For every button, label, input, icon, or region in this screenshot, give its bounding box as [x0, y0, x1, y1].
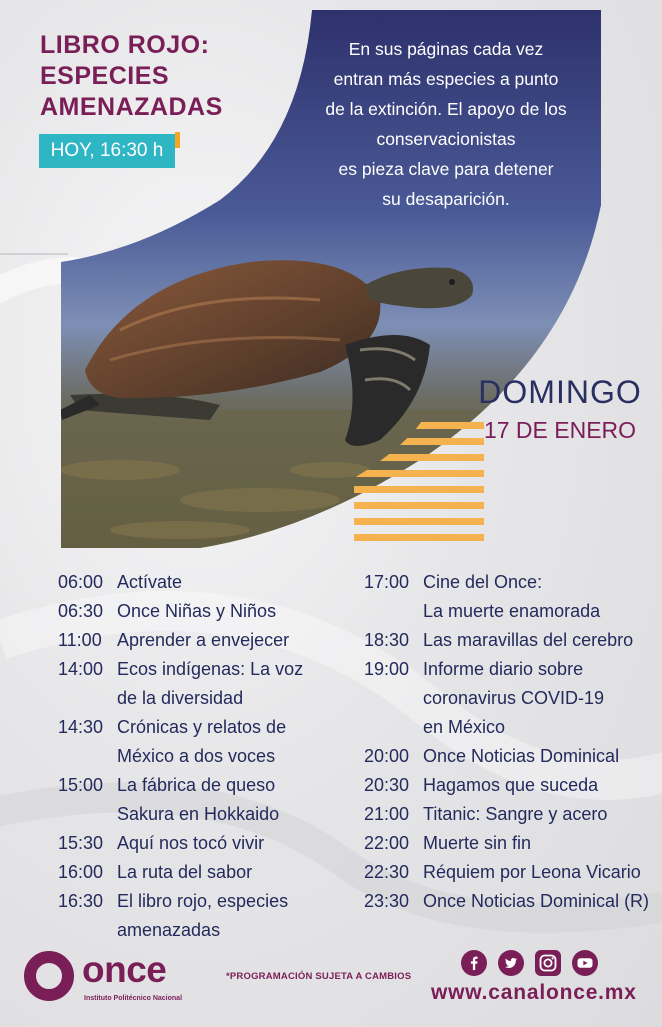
program-name-line: Cine del Once: [423, 572, 543, 592]
program-name-line: Ecos indígenas: La voz [117, 659, 304, 679]
schedule-program [423, 626, 654, 655]
schedule-row [364, 742, 654, 771]
weekday: DOMINGO [478, 374, 642, 410]
program-name-line: Titanic: Sangre y acero [423, 804, 608, 824]
schedule-program [117, 771, 348, 829]
program-title [40, 30, 223, 123]
schedule-program [117, 655, 348, 713]
schedule-time: 16:30 [58, 891, 104, 911]
description-line: su desaparición. [382, 189, 510, 209]
program-name-line: Muerte sin fin [423, 833, 532, 853]
schedule-time: 11:00 [58, 630, 102, 650]
schedule-program [423, 829, 654, 858]
program-name-line: Réquiem por Leona Vicario [423, 862, 641, 882]
schedule-disclaimer: *PROGRAMACIÓN SUJETA A CAMBIOS [226, 971, 412, 982]
schedule-time: 23:30 [364, 891, 410, 911]
program-title-line: ESPECIES [40, 62, 170, 90]
schedule-row [364, 626, 654, 655]
program-name-line: amenazadas [117, 920, 221, 940]
schedule-time: 14:00 [58, 659, 104, 679]
schedule-time: 17:00 [364, 572, 410, 592]
badge-accent [175, 132, 180, 148]
program-name-line: Hagamos que suceda [423, 775, 599, 795]
schedule-program [423, 800, 654, 829]
description-line: es pieza clave para detener [338, 159, 554, 179]
schedule-time: 21:00 [364, 804, 410, 824]
schedule-row [58, 626, 348, 655]
program-name-line: La ruta del sabor [117, 862, 253, 882]
schedule-row [58, 771, 348, 829]
program-name-line: La fábrica de queso [117, 775, 276, 795]
schedule-program [423, 568, 654, 626]
schedule-row [364, 771, 654, 800]
schedule-right [364, 568, 654, 916]
schedule-program [423, 858, 654, 887]
schedule-time: 22:00 [364, 833, 410, 853]
youtube-icon[interactable] [572, 950, 598, 976]
schedule-program [117, 626, 348, 655]
description-line: conservacionistas [376, 129, 516, 149]
schedule-program [117, 713, 348, 771]
once-logo[interactable] [24, 951, 194, 1006]
schedule-time: 20:30 [364, 775, 410, 795]
schedule-row [364, 655, 654, 742]
schedule-program [423, 771, 654, 800]
schedule-time: 06:30 [58, 601, 104, 621]
schedule-time: 14:30 [58, 717, 104, 737]
logo-subtitle: Instituto Politécnico Nacional [84, 995, 183, 1002]
instagram-icon[interactable] [535, 950, 561, 976]
program-name-line: Crónicas y relatos de [117, 717, 287, 737]
schedule-program [117, 858, 348, 887]
calendar-date: 17 DE ENERO [483, 417, 637, 443]
description-line: entran más especies a punto [333, 69, 559, 89]
program-name-line: Actívate [117, 572, 183, 592]
schedule-time: 16:00 [58, 862, 104, 882]
twitter-icon[interactable] [498, 950, 524, 976]
program-name-line: Once Noticias Dominical [423, 746, 620, 766]
schedule-time: 19:00 [364, 659, 410, 679]
schedule-time: 15:30 [58, 833, 104, 853]
facebook-icon[interactable] [461, 950, 487, 976]
schedule-row [58, 858, 348, 887]
description-line: de la extinción. El apoyo de los [325, 99, 567, 119]
schedule-left [58, 568, 348, 945]
schedule-row [58, 597, 348, 626]
schedule-time: 15:00 [58, 775, 104, 795]
schedule-time: 20:00 [364, 746, 410, 766]
schedule-program [423, 887, 654, 916]
program-name-line: en México [423, 717, 506, 737]
stripes-decoration [354, 418, 484, 553]
program-name-line: Informe diario sobre [423, 659, 584, 679]
schedule-program [117, 829, 348, 858]
schedule-program [117, 597, 348, 626]
schedule-program [117, 568, 348, 597]
program-description [312, 34, 580, 214]
airtime-badge: HOY, 16:30 h [39, 134, 175, 168]
program-name-line: Aquí nos tocó vivir [117, 833, 265, 853]
schedule-row [364, 800, 654, 829]
schedule-program [423, 742, 654, 771]
logo-wordmark: once [82, 949, 167, 990]
schedule-row [58, 655, 348, 713]
program-name-line: Aprender a envejecer [117, 630, 290, 650]
broadcast-date [470, 372, 650, 444]
program-name-line: coronavirus COVID-19 [423, 688, 605, 708]
program-title-line: AMENAZADAS [40, 93, 223, 121]
schedule-row [364, 887, 654, 916]
schedule-time: 18:30 [364, 630, 410, 650]
program-name-line: El libro rojo, especies [117, 891, 289, 911]
program-title-line: LIBRO ROJO: [40, 31, 210, 59]
social-links [461, 950, 609, 976]
program-name-line: Las maravillas del cerebro [423, 630, 634, 650]
schedule-row [364, 858, 654, 887]
logo-ring-icon [24, 951, 74, 1001]
website-link[interactable]: www.canalonce.mx [431, 981, 637, 1004]
schedule-program [423, 655, 654, 742]
schedule-row [364, 568, 654, 626]
program-name-line: Once Noticias Dominical (R) [423, 891, 650, 911]
schedule-row [58, 713, 348, 771]
program-name-line: de la diversidad [117, 688, 244, 708]
schedule-time: 22:30 [364, 862, 410, 882]
schedule-row [58, 568, 348, 597]
schedule-row [58, 829, 348, 858]
program-name-line: México a dos voces [117, 746, 276, 766]
program-name-line: Once Niñas y Niños [117, 601, 277, 621]
program-name-line: Sakura en Hokkaido [117, 804, 280, 824]
schedule-row [364, 829, 654, 858]
schedule-time: 06:00 [58, 572, 104, 592]
description-line: En sus páginas cada vez [348, 39, 544, 59]
schedule-program [117, 887, 348, 945]
program-name-line: La muerte enamorada [423, 601, 601, 621]
schedule-row [58, 887, 348, 945]
